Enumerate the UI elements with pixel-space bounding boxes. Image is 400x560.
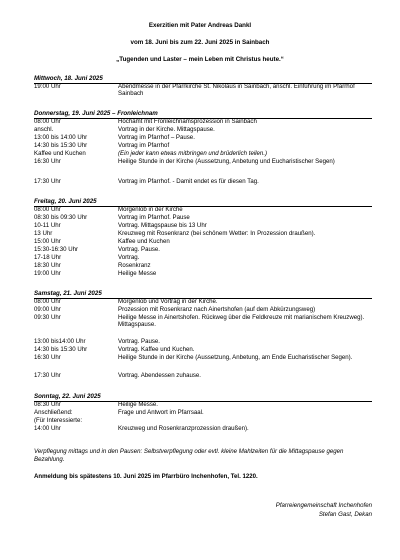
row-time: 19:00 Uhr <box>34 270 61 277</box>
row-time: 08:00 Uhr <box>34 298 61 305</box>
row-description: Vortrag im Pfarrhof – Pause. <box>118 134 195 141</box>
row-description: Heilige Messe. <box>118 401 158 408</box>
row-description: Rosenkranz <box>118 262 151 269</box>
row-time: 16:30 Uhr <box>34 158 61 165</box>
row-description: (Ein jeder kann etwas mitbringen und brüderlich teilen.) <box>118 150 268 157</box>
row-description: Kreuzweg und Rosenkranzprozession draußen). <box>118 425 249 432</box>
row-description: Kreuzweg mit Rosenkranz (bei schönem Wetter: In Prozession draußen). <box>118 230 316 237</box>
row-description: Kaffee und Kuchen <box>118 238 170 245</box>
row-description: Heilige Stunde in der Kirche (Aussetzung, Anbetung, am Ende Eucharistischer Segen). <box>118 354 353 361</box>
row-time: 14:00 Uhr <box>34 425 61 432</box>
signature-parish: Pfarreiengemeinschaft Inchenhofen <box>275 502 372 509</box>
day-heading: Mittwoch, 18. Juni 2025 <box>34 75 372 84</box>
row-time: 18:30 Uhr <box>34 262 61 269</box>
row-description: Vortrag. Abendessen zuhause. <box>118 372 202 379</box>
day-heading: Freitag, 20. Juni 2025 <box>34 198 372 207</box>
row-description: Vortrag in der Kirche. Mittagspause. <box>118 126 215 133</box>
row-description: Vortrag. Mittagspause bis 13 Uhr <box>118 222 207 229</box>
day-heading: Donnerstag, 19. Juni 2025 – Fronleichnam <box>34 110 372 119</box>
row-time: 08:00 Uhr <box>34 206 61 213</box>
registration-note: Anmeldung bis spätestens 10. Juni 2025 im Pfarrbüro Inchenhofen, Tel. 1220. <box>34 473 258 480</box>
row-time: 19:00 Uhr <box>34 83 61 90</box>
event-motto: „Tugenden und Laster – mein Leben mit Christus heute.“ <box>116 56 284 63</box>
row-time: 17:30 Uhr <box>34 372 61 379</box>
row-description: Hochamt mit Fronleichnamsprozession in Sainbach <box>118 118 257 125</box>
row-time: 14:30 bis 15:30 Uhr <box>34 346 88 353</box>
row-description: Prozession mit Rosenkranz nach Ainertshofen (auf dem Abkürzungsweg) <box>118 306 316 313</box>
row-description: Vortrag. <box>118 254 140 261</box>
row-description: Frage und Antwort im Pfarrsaal. <box>118 409 204 416</box>
row-time: 17-18 Uhr <box>34 254 62 261</box>
row-time: 14:30 bis 15:30 Uhr <box>34 142 88 149</box>
day-heading: Sonntag, 22. Juni 2025 <box>34 393 372 402</box>
row-time: 15:30-16:30 Uhr <box>34 246 79 253</box>
row-time: anschl. <box>34 126 54 133</box>
day-heading: Samstag, 21. Juni 2025 <box>34 290 372 299</box>
row-time: Kaffee und Kuchen <box>34 150 86 157</box>
event-dates: vom 18. Juni bis zum 22. Juni 2025 in Sainbach <box>130 39 270 46</box>
signature-dean: Stefan Gast, Dekan <box>318 511 372 518</box>
row-description: Vortrag im Pfarrhof. - Damit endet es für diesen Tag. <box>118 178 259 185</box>
row-description: Vortrag. Pause. <box>118 246 161 253</box>
row-description: Abendmesse in der Pfarrkirche St. Nikolaus in Sainbach, anschl. Einführung im Pfarrhof Sainbach <box>118 83 355 98</box>
row-time: 16:30 Uhr <box>34 354 61 361</box>
row-time: 09:00 Uhr <box>34 306 61 313</box>
row-time: 10-11 Uhr <box>34 222 61 229</box>
row-time: 15:00 Uhr <box>34 238 61 245</box>
row-time: 17:30 Uhr <box>34 178 61 185</box>
row-description: Heilige Stunde in der Kirche (Aussetzung, Anbetung und Eucharistischer Segen) <box>118 158 335 165</box>
row-time: 13:00 bis14:00 Uhr <box>34 338 86 345</box>
row-description: Vortrag. Pause. <box>118 338 161 345</box>
row-time: 13 Uhr <box>34 230 53 237</box>
row-description: Heilige Messe <box>118 270 157 277</box>
row-description: Morgenlob in der Kirche <box>118 206 183 213</box>
row-time: 09:30 Uhr <box>34 314 61 321</box>
row-time: 08:30 Uhr <box>34 401 61 408</box>
row-time: Anschließend: <box>34 409 73 416</box>
row-description: Heilige Messe in Ainertshofen. Rückweg über die Feldkreuze mit marianischem Kreuzweg). Mittagspause. <box>118 314 365 329</box>
row-time: 13:00 bis 14:00 Uhr <box>34 134 88 141</box>
row-description: Morgenlob und Vortrag in der Kirche. <box>118 298 218 305</box>
row-description: Vortrag im Pfarrhof <box>118 142 170 149</box>
row-time: 08:30 bis 09:30 Uhr <box>34 214 88 221</box>
row-time: 08:00 Uhr <box>34 118 61 125</box>
row-description: Vortrag. Kaffee und Kuchen. <box>118 346 195 353</box>
row-description: Vortrag im Pfarrhof. Pause <box>118 214 190 221</box>
row-time: (Für Interessierte: <box>34 417 83 424</box>
catering-note: Verpflegung mittags und in den Pausen: Selbstverpflegung oder evtl. kleine Mahlzeiten für die Mittagspause gegen Bezahlung. <box>34 448 344 463</box>
document-title: Exerzitien mit Pater Andreas Dankl <box>148 22 252 29</box>
